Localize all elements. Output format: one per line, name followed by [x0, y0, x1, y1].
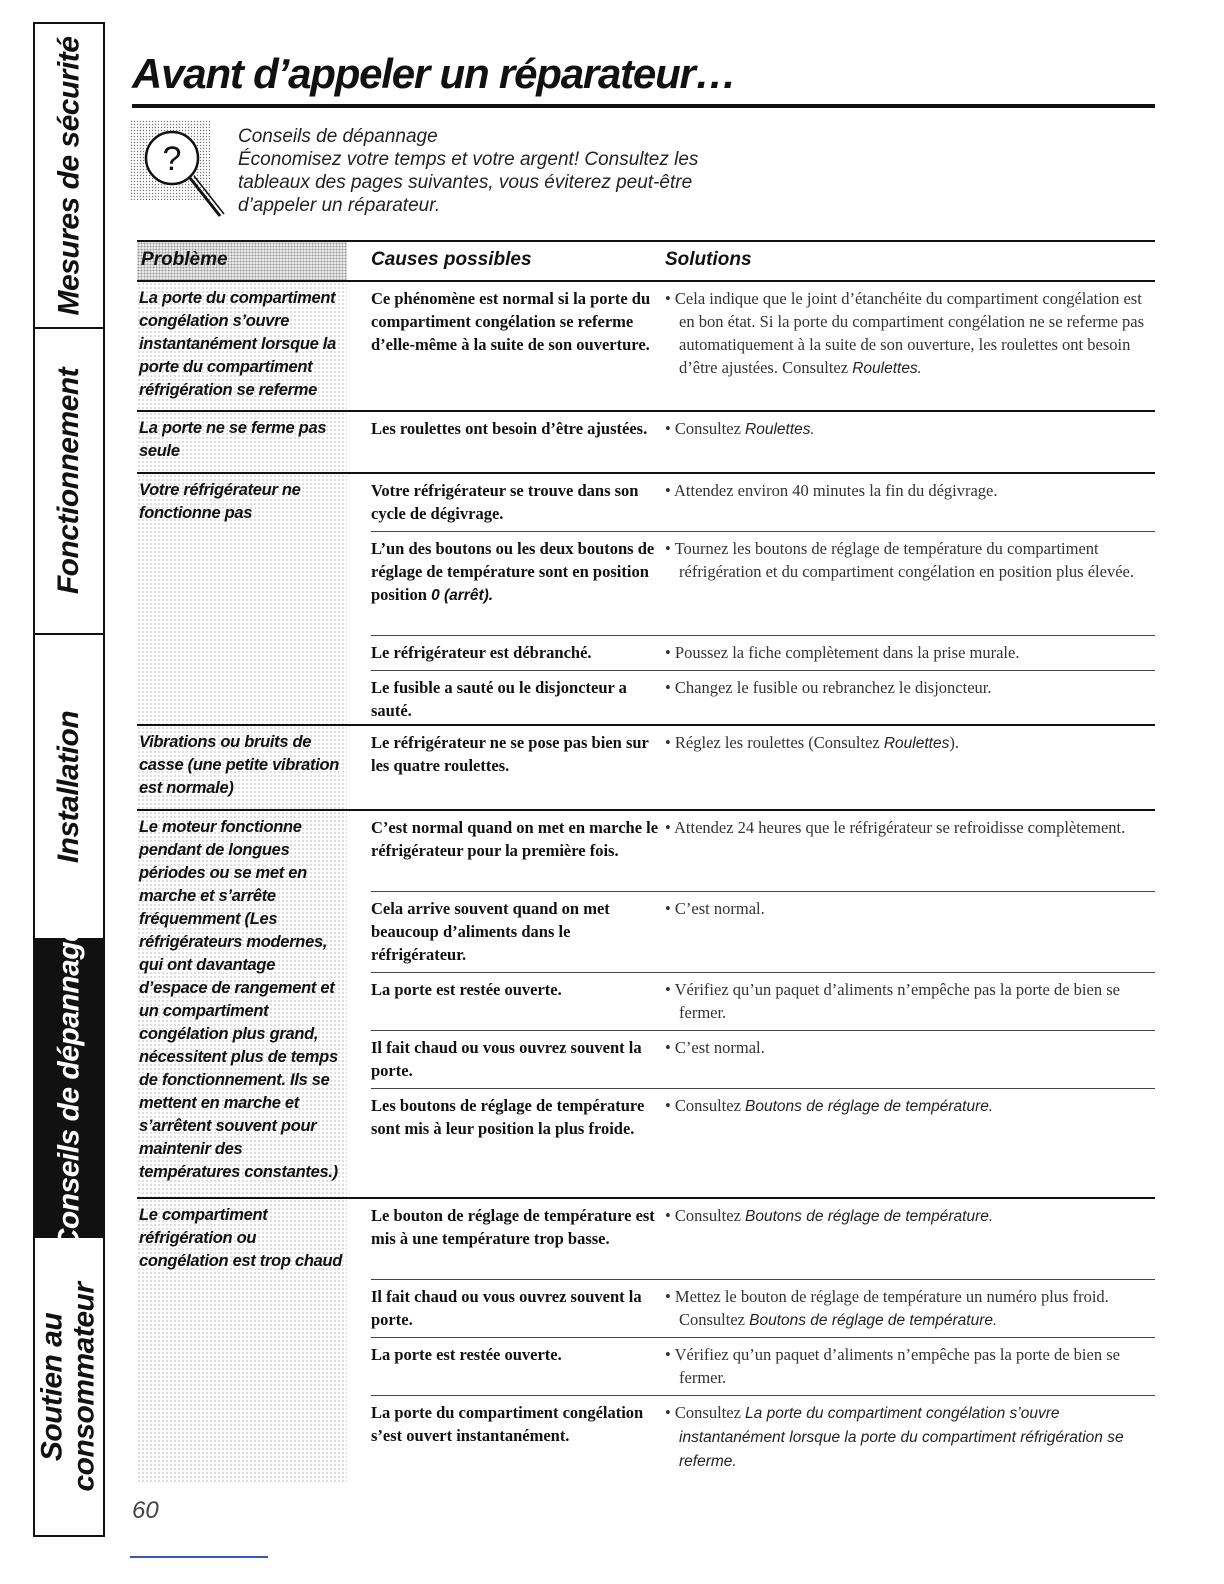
- solution-cell: • Cela indique que le joint d’étanchéite du compartiment congélation est en bon état. Si la porte du compartiment congélation ne se referme pas automatiquement à la suite de son ouverture, les roulettes ont besoin d’être ajustées. Consultez Roulettes.: [665, 289, 1145, 377]
- table-row: [371, 1089, 1155, 1148]
- solution-reference: Boutons de réglage de température.: [749, 1312, 998, 1329]
- solution-text: Consultez: [674, 1206, 746, 1225]
- header-causes: Causes possibles: [371, 249, 532, 270]
- cause-text: L’un des boutons ou les deux boutons de réglage de température sont en position position: [371, 539, 655, 604]
- solution-reference: Roulettes: [883, 735, 950, 752]
- problem-cell: Le compartiment réfrigération ou congélation est trop chaud: [137, 1199, 347, 1484]
- solution-cell: • C’est normal.: [665, 899, 765, 918]
- table-row: [371, 1338, 1155, 1396]
- table-row: [371, 811, 1155, 892]
- tips-line: tableaux des pages suivantes, vous éviterez peut-être: [238, 172, 693, 193]
- troubleshooting-table: [137, 240, 1155, 1484]
- page-number: 60: [132, 1497, 159, 1524]
- cause-cell: Les boutons de réglage de température sont mis à leur position la plus froide.: [371, 1096, 645, 1138]
- problem-cell: La porte du compartiment congélation s’ouvre instantanément lorsque la porte du compartiment réfrigération se referme: [137, 282, 347, 410]
- cause-cell: La porte du compartiment congélation s’est ouvert instantanément.: [371, 1403, 644, 1445]
- problem-group: [137, 726, 1155, 811]
- bottom-link-underline[interactable]: [130, 1556, 268, 1558]
- tab-label: Fonctionnement: [52, 367, 86, 595]
- table-row: [371, 412, 1155, 449]
- table-header: [137, 240, 1155, 282]
- problem-cell: La porte ne se ferme pas seule: [137, 412, 347, 472]
- table-row: [371, 636, 1155, 671]
- cause-cell: Il fait chaud ou vous ouvrez souvent la porte.: [371, 1287, 642, 1329]
- cause-cell: La porte est restée ouverte.: [371, 1345, 562, 1364]
- cause-cell: Le réfrigérateur est débranché.: [371, 643, 592, 662]
- tab-mesures-de-securite[interactable]: [35, 24, 103, 329]
- title-divider: [132, 104, 1155, 108]
- section-tabs-sidebar: [33, 22, 105, 1537]
- table-row: [371, 1199, 1155, 1280]
- tab-label: Mesures de sécurité: [52, 36, 86, 315]
- solution-cell: • Tournez les boutons de réglage de température du compartiment réfrigération et du compartiment congélation en position plus élevée.: [665, 539, 1134, 581]
- table-row: [371, 282, 1155, 388]
- solution-cell: • Mettez le bouton de réglage de température un numéro plus froid. Consultez Boutons de réglage de température.: [665, 1287, 1109, 1329]
- problem-group: [137, 412, 1155, 474]
- solution-cell: • Consultez Boutons de réglage de température.: [665, 1096, 994, 1115]
- solution-text: C’est normal.: [674, 899, 765, 918]
- solution-text: Cela indique que le joint d’étanchéite du compartiment congélation est en bon état. Si la porte du compartiment congélation ne se referme pas automatiquement à la suite de son ouverture, les roulettes ont besoin d’être ajustées. Consultez: [674, 289, 1145, 377]
- header-problem: Problème: [137, 242, 347, 280]
- table-row: [371, 726, 1155, 785]
- solution-cell: • Consultez Roulettes.: [665, 419, 815, 438]
- solution-cell: • Vérifiez qu’un paquet d’aliments n’empêche pas la porte de bien se fermer.: [665, 1345, 1120, 1387]
- solution-text: Vérifiez qu’un paquet d’aliments n’empêche pas la porte de bien se fermer.: [674, 1345, 1120, 1387]
- problem-group: [137, 474, 1155, 726]
- cause-cell: Il fait chaud ou vous ouvrez souvent la porte.: [371, 1038, 642, 1080]
- solution-text: Vérifiez qu’un paquet d’aliments n’empêche pas la porte de bien se fermer.: [674, 980, 1120, 1022]
- cause-italic: 0 (arrêt).: [431, 587, 494, 604]
- tab-installation[interactable]: [35, 635, 103, 940]
- table-row: [371, 892, 1155, 973]
- table-row: [371, 1280, 1155, 1338]
- question-magnifier-icon: [130, 120, 230, 220]
- cause-cell: Votre réfrigérateur se trouve dans son cycle de dégivrage.: [371, 481, 639, 523]
- solution-text: Consultez: [674, 1096, 746, 1115]
- cause-cell: Cela arrive souvent quand on met beaucoup d’aliments dans le réfrigérateur.: [371, 899, 610, 964]
- tab-fonctionnement[interactable]: [35, 329, 103, 635]
- cause-cell: [371, 535, 665, 627]
- cause-cell: Le réfrigérateur ne se pose pas bien sur les quatre roulettes.: [371, 733, 649, 775]
- table-row: [371, 1031, 1155, 1089]
- solution-text: Changez le fusible ou rebranchez le disjoncteur.: [674, 678, 992, 697]
- solution-reference: Boutons de réglage de température.: [745, 1208, 994, 1225]
- svg-text:?: ?: [162, 140, 182, 178]
- problem-cell: Vibrations ou bruits de casse (une petite vibration est normale): [137, 726, 347, 809]
- tab-conseils-de-depannage[interactable]: [35, 925, 103, 1251]
- solution-text: Poussez la fiche complètement dans la prise murale.: [674, 643, 1020, 662]
- solution-cell: • Consultez Boutons de réglage de température.: [665, 1206, 994, 1225]
- solution-text: Attendez environ 40 minutes la fin du dégivrage.: [674, 481, 998, 500]
- header-solutions: Solutions: [665, 249, 752, 270]
- solution-reference: La porte du compartiment congélation s’ouvre instantanément lorsque la porte du compartiment réfrigération se referme.: [679, 1405, 1124, 1470]
- tab-label: Conseils de dépannage: [52, 925, 85, 1251]
- tips-heading: Conseils de dépannage: [238, 126, 438, 147]
- problem-group: [137, 811, 1155, 1199]
- tab-label-line2: consommateur: [68, 1281, 101, 1492]
- tab-label-line1: Soutien au: [36, 1312, 69, 1461]
- problem-group: [137, 1199, 1155, 1484]
- solution-text: C’est normal.: [674, 1038, 765, 1057]
- table-row: [371, 532, 1155, 636]
- table-row: [371, 671, 1155, 730]
- cause-cell: Le bouton de réglage de température est mis à une température trop basse.: [371, 1206, 655, 1248]
- solution-reference: Boutons de réglage de température.: [745, 1098, 994, 1115]
- problem-cell: Le moteur fonctionne pendant de longues périodes ou se met en marche et s’arrête fréquemment (Les réfrigérateurs modernes, qui ont davantage d’espace de rangement et un compartiment congélation plus grand, nécessitent plus de temps de fonctionnement. Ils se mettent en marche et s’arrêtent souvent pour maintenir des températures constantes.): [137, 811, 347, 1197]
- solution-cell: • Poussez la fiche complètement dans la prise murale.: [665, 643, 1020, 662]
- solution-text: Attendez 24 heures que le réfrigérateur se refroidisse complètement.: [674, 818, 1126, 837]
- solution-cell: • Attendez 24 heures que le réfrigérateur se refroidisse complètement.: [665, 818, 1126, 837]
- solution-reference: Roulettes.: [745, 421, 815, 438]
- solution-cell: • Attendez environ 40 minutes la fin du dégivrage.: [665, 481, 998, 500]
- solution-cell: • Changez le fusible ou rebranchez le disjoncteur.: [665, 678, 992, 697]
- solution-text: ).: [949, 733, 959, 752]
- cause-cell: Les roulettes ont besoin d’être ajustées.: [371, 419, 648, 438]
- cause-cell: La porte est restée ouverte.: [371, 980, 562, 999]
- table-row: [371, 1396, 1155, 1481]
- table-row: [371, 973, 1155, 1031]
- cause-cell: Ce phénomène est normal si la porte du compartiment congélation se referme d’elle-même à la suite de son ouverture.: [371, 289, 651, 354]
- tips-line: d’appeler un réparateur.: [238, 195, 441, 216]
- solution-cell: • Vérifiez qu’un paquet d’aliments n’empêche pas la porte de bien se fermer.: [665, 980, 1120, 1022]
- tab-label: Installation: [52, 710, 86, 863]
- tab-label: [37, 1282, 101, 1491]
- solution-reference: Roulettes.: [852, 360, 922, 377]
- tips-line: Économisez votre temps et votre argent! Consultez les: [238, 149, 699, 170]
- page-title: Avant d’appeler un réparateur…: [132, 50, 736, 97]
- problem-cell: Votre réfrigérateur ne fonctionne pas: [137, 474, 347, 724]
- solution-text: Consultez: [674, 1403, 746, 1422]
- solution-cell: • C’est normal.: [665, 1038, 765, 1057]
- solution-text: Consultez: [674, 419, 746, 438]
- solution-cell: • Consultez La porte du compartiment congélation s’ouvre instantanément lorsque la porte du compartiment réfrigération se referme.: [665, 1403, 1124, 1470]
- solution-text: Mettez le bouton de réglage de température un numéro plus froid. Consultez: [674, 1287, 1109, 1329]
- cause-cell: Le fusible a sauté ou le disjoncteur a sauté.: [371, 678, 627, 720]
- tab-soutien-au-consommateur[interactable]: [35, 1238, 103, 1535]
- solution-cell: • Réglez les roulettes (Consultez Roulettes).: [665, 733, 959, 752]
- tips-text: [238, 125, 698, 217]
- solution-text: Tournez les boutons de réglage de température du compartiment réfrigération et du compartiment congélation en position plus élevée.: [674, 539, 1134, 581]
- problem-group: [137, 282, 1155, 412]
- table-row: [371, 474, 1155, 532]
- solution-text: Réglez les roulettes (Consultez: [674, 733, 884, 752]
- cause-cell: C’est normal quand on met en marche le réfrigérateur pour la première fois.: [371, 818, 659, 860]
